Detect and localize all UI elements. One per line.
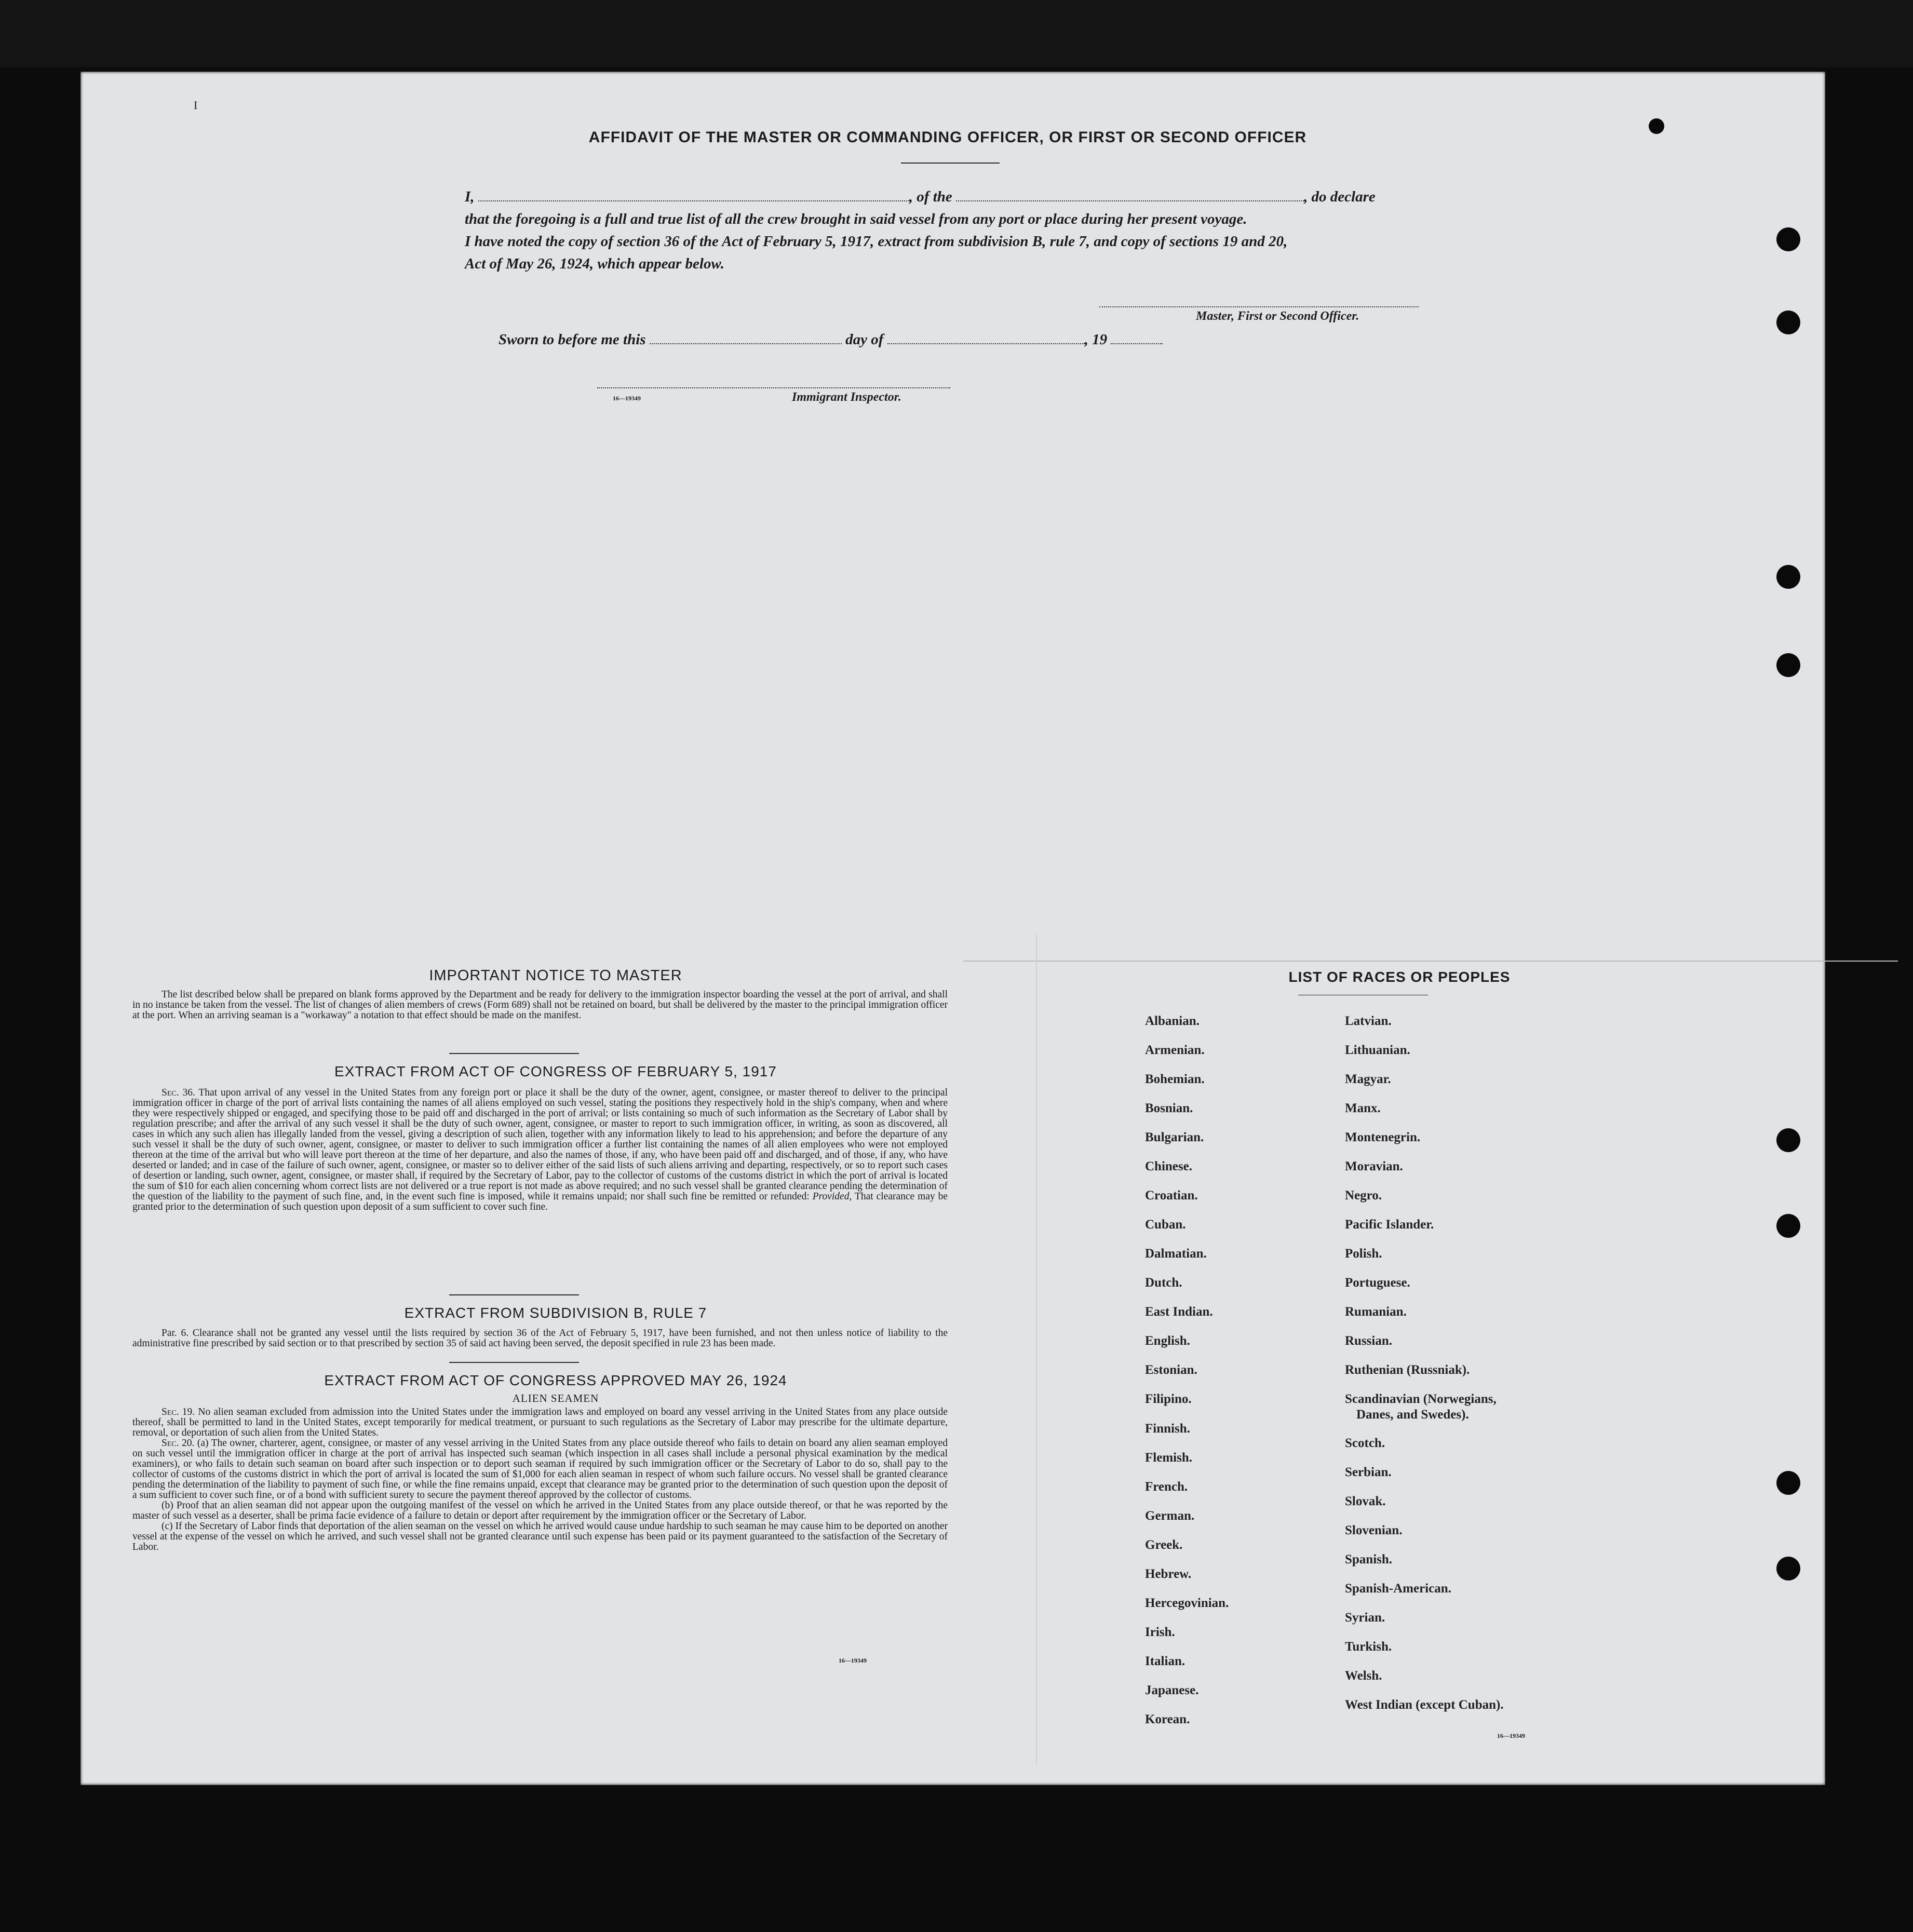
affidavit-line-3: I have noted the copy of section 36 of the Act of February 5, 1917, extract from subdivision B, rule 7, and copy of sections 19 and 20, xyxy=(465,233,1288,250)
race-item: Montenegrin. xyxy=(1345,1130,1421,1144)
race-item: Polish. xyxy=(1345,1247,1382,1261)
sworn-line xyxy=(499,331,1163,348)
race-item: Armenian. xyxy=(1145,1043,1205,1057)
race-item: Filipino. xyxy=(1145,1392,1192,1406)
sec-19-label: Sec. 19. xyxy=(161,1407,195,1417)
form-number: 16—19349 xyxy=(613,395,641,402)
affidavit-declare: , do declare xyxy=(1304,188,1376,205)
sec-20c-paragraph: (c) If the Secretary of Labor finds that deportation of the alien seaman on the vessel on which he arrived would cause undue hardship to such seaman he may cause him to be deported on another vessel at the expense of the vessel on which he arrived, and such vessel shall not be granted clearance until such expense has been paid or its payment guaranteed to the satisfaction of the Secretary of Labor. xyxy=(132,1521,948,1552)
rule-7-title: EXTRACT FROM SUBDIVISION B, RULE 7 xyxy=(404,1305,707,1321)
sec-36-body: That upon arrival of any vessel in the United States from any foreign port or place it shall be the duty of the owner, agent, consignee, or master thereof to deliver to the principal immigration officer in charge of the port of arrival lists containing the names of all aliens employed on such vessel, stating the positions they respectively hold in the ship's company, when and where they were respectively shipped or engaged, and specifying those to be paid off and discharged in the port of arrival; or lists containing so much of such information as the Secretary of Labor shall by regulation prescribe; and after the arrival of any such vessel it shall be the duty of such owner, agent, consignee, or master to report to such immigration officer, in writing, as soon as discovered, all cases in which any such alien has illegally landed from the vessel, giving a description of such alien, together with any information likely to lead to his apprehension; and before the departure of any such vessel it shall be the duty of such owner, agent, consignee, or master to deliver to such immigration officer a further list containing the names of all alien employees who were not employed thereon at the time of the arrival but who will leave port thereon at the time of her departure, and also the names of those, if any, who have been paid off and discharged, and of those, if any, who have deserted or landed; and in case of the failure of such owner, agent, consignee, or master so to deliver either of the said lists of such aliens arriving and departing, respectively, or so to report such cases of desertion or landing, such owner, agent, consignee, or master shall, if required by the Secretary of Labor, pay to the collector of customs of the customs district in which the port of arrival is located the sum of $10 for each alien concerning whom correct lists are not delivered or a true report is not made as above required; and no such vessel shall be granted clearance pending the determination of the question of the liability to the payment of such fine, and, in the event such fine is imposed, while it remains unpaid; nor shall such fine be remitted or refunded: xyxy=(132,1087,948,1202)
affidavit-of-the: , of the xyxy=(909,188,952,205)
sec-36-label: Sec. 36. xyxy=(161,1087,195,1098)
sworn-text: Sworn to before me this xyxy=(499,331,646,348)
rule-7-text: Par. 6. Clearance shall not be granted any vessel until the lists required by section 36 of the Act of February 5, 1917, have been furnished, and not then unless notice of liability to the administrative fine prescribed by said section or to that prescribed by section 35 of said act having been served, the deposit specified in rule 23 has been made. xyxy=(132,1328,948,1349)
race-item: Hercegovinian. xyxy=(1145,1596,1229,1610)
punch-hole xyxy=(1776,653,1800,677)
race-item: Welsh. xyxy=(1345,1669,1382,1683)
punch-hole xyxy=(1776,1128,1800,1152)
extract-1917-text xyxy=(132,1088,948,1212)
officer-signature-label: Master, First or Second Officer. xyxy=(1196,309,1359,323)
race-item: Syrian. xyxy=(1345,1611,1385,1625)
extract-1917-title: EXTRACT FROM ACT OF CONGRESS OF FEBRUARY 5, 1917 xyxy=(334,1063,777,1079)
affidavit-title: AFFIDAVIT OF THE MASTER OR COMMANDING OFFICER, OR FIRST OR SECOND OFFICER xyxy=(588,129,1307,146)
race-item: Turkish. xyxy=(1345,1640,1392,1654)
title-rule xyxy=(901,163,1000,164)
races-form-number: 16—19349 xyxy=(1497,1732,1525,1739)
race-item: Serbian. xyxy=(1345,1465,1392,1479)
race-item: Korean. xyxy=(1145,1712,1190,1726)
race-item: Magyar. xyxy=(1345,1072,1391,1086)
notice-title: IMPORTANT NOTICE TO MASTER xyxy=(429,967,682,984)
race-item: Flemish. xyxy=(1145,1451,1192,1465)
affidavit-line-4: Act of May 26, 1924, which appear below. xyxy=(465,255,724,272)
inspector-label: Immigrant Inspector. xyxy=(792,390,901,404)
provided-word: Provided, xyxy=(812,1191,852,1202)
race-item: Slovenian. xyxy=(1345,1523,1403,1537)
race-item: Scandinavian (Norwegians, xyxy=(1345,1392,1497,1406)
day-of-text: day of xyxy=(845,331,884,348)
sworn-day-blank[interactable] xyxy=(650,343,842,344)
race-item: Portuguese. xyxy=(1345,1276,1410,1290)
affidavit-i: I, xyxy=(465,188,475,205)
extract-1924-title: EXTRACT FROM ACT OF CONGRESS APPROVED MAY 26, 1924 xyxy=(324,1372,787,1388)
affidavit-line-1 xyxy=(465,188,1376,206)
race-item: Estonian. xyxy=(1145,1363,1197,1377)
race-item: Dalmatian. xyxy=(1145,1247,1207,1261)
race-item: Latvian. xyxy=(1345,1014,1392,1028)
punch-hole xyxy=(1649,118,1664,134)
punch-hole xyxy=(1776,1471,1800,1495)
race-item: Pacific Islander. xyxy=(1345,1218,1434,1232)
races-title: LIST OF RACES OR PEOPLES xyxy=(1288,969,1511,985)
race-item: Slovak. xyxy=(1345,1494,1386,1508)
race-item: Hebrew. xyxy=(1145,1567,1192,1581)
race-item: German. xyxy=(1145,1509,1195,1523)
name-blank[interactable] xyxy=(478,200,909,201)
sec-20-label: Sec. 20. xyxy=(161,1438,195,1449)
sworn-year-blank[interactable] xyxy=(1111,343,1163,344)
fold-line xyxy=(1036,934,1037,1764)
race-item: Bosnian. xyxy=(1145,1101,1193,1115)
race-item: Scotch. xyxy=(1345,1436,1385,1450)
race-item: Dutch. xyxy=(1145,1276,1182,1290)
sec-20a-paragraph xyxy=(132,1438,948,1501)
race-item: Rumanian. xyxy=(1345,1305,1407,1319)
race-item: Bulgarian. xyxy=(1145,1130,1204,1144)
affidavit-line-2: that the foregoing is a full and true list of all the crew brought in said vessel from any port or place during her present voyage. xyxy=(465,211,1247,227)
race-item: Ruthenian (Russniak). xyxy=(1345,1363,1470,1377)
race-item: Japanese. xyxy=(1145,1683,1199,1697)
race-item: English. xyxy=(1145,1334,1190,1348)
notice-text: The list described below shall be prepared on blank forms approved by the Department and be ready for delivery to the immigration inspector boarding the vessel at the port of arrival, and shall in no instance be taken from the vessel. The list of changes of alien members of crews (Form 689) shall not be retained on board, but shall be delivered by the master to the principal immigration officer at the port. When an arriving seaman is a "workaway" a notation to that effect should be made on the manifest. xyxy=(132,989,948,1021)
race-item: Finnish. xyxy=(1145,1422,1190,1436)
punch-hole xyxy=(1776,565,1800,589)
race-item: Irish. xyxy=(1145,1625,1175,1639)
punch-hole xyxy=(1776,227,1800,251)
race-item: Cuban. xyxy=(1145,1218,1186,1232)
sec-36-end: That clearance may be granted prior to the determination of such question upon deposit of a sum sufficient to cover such fine. xyxy=(132,1191,948,1212)
race-item: Chinese. xyxy=(1145,1159,1192,1173)
race-item: Spanish-American. xyxy=(1345,1582,1451,1596)
race-item: East Indian. xyxy=(1145,1305,1213,1319)
race-item: Albanian. xyxy=(1145,1014,1200,1028)
punch-hole xyxy=(1776,310,1800,334)
sec-20a-body: (a) The owner, charterer, agent, consignee, or master of any vessel arriving in the United States from any place outside thereof who fails to detain on board any alien seaman employed on such vessel until the immigration officer in charge at the port of arrival has inspected such seaman (which inspection in all cases shall include a personal physical examination by the medical examiners), or who fails to detain such seaman on board after such inspection or to deport such seaman if required by such immigration officer or the Secretary of Labor to do so, shall pay to the collector of customs of the customs district in which the port of arrival is located the sum of $1,000 for each alien seaman in respect of whom such failure occurs. No vessel shall be granted clearance pending the determination of the liability to payment of such fine, or while the fine remains unpaid, except that clearance may be granted prior to the determination of such question upon the deposit of a sum sufficient to cover such fine, or of a bond with sufficient surety to secure the payment thereof approved by the collector of customs. xyxy=(132,1438,948,1501)
race-item: Moravian. xyxy=(1345,1159,1403,1173)
margin-mark: I xyxy=(194,99,198,112)
race-item: West Indian (except Cuban). xyxy=(1345,1698,1504,1712)
race-item: Bohemian. xyxy=(1145,1072,1205,1086)
race-item: Negro. xyxy=(1345,1188,1382,1203)
extract-1924-text xyxy=(132,1407,948,1552)
year-text: , 19 xyxy=(1084,331,1108,348)
race-item: Lithuanian. xyxy=(1345,1043,1410,1057)
punch-hole xyxy=(1776,1214,1800,1238)
scanner-frame xyxy=(0,0,1913,67)
inspector-signature-line[interactable] xyxy=(597,387,950,388)
sec-19-body: No alien seaman excluded from admission into the United States under the immigration laws and employed on board any vessel arriving in the United States from any place outside thereof, shall be permitted to land in the United States, except temporarily for medical treatment, or pursuant to such regulations as the Secretary of Labor may prescribe for the ultimate departure, removal, or deportation of such alien from the United States. xyxy=(132,1407,948,1438)
sworn-month-blank[interactable] xyxy=(887,343,1085,344)
alien-seamen-subtitle: ALIEN SEAMEN xyxy=(512,1392,599,1404)
officer-signature-line[interactable] xyxy=(1099,306,1419,307)
race-item: Italian. xyxy=(1145,1654,1185,1668)
race-item: Danes, and Swedes). xyxy=(1356,1408,1469,1422)
section-rule xyxy=(449,1294,579,1295)
race-item: Manx. xyxy=(1345,1101,1381,1115)
sec-20b-paragraph: (b) Proof that an alien seaman did not appear upon the outgoing manifest of the vessel on which he arrived in the United States from any place outside thereof, or that he was reported by the master of such vessel as a deserter, shall be prima facie evidence of a failure to detain or deport after requirement by the immigration officer or the Secretary of Labor. xyxy=(132,1500,948,1521)
document-page xyxy=(80,72,1825,1785)
extract-form-number: 16—19349 xyxy=(839,1657,867,1664)
punch-hole xyxy=(1776,1557,1800,1580)
race-item: Spanish. xyxy=(1345,1552,1393,1566)
section-rule xyxy=(449,1053,579,1054)
race-item: Croatian. xyxy=(1145,1188,1198,1203)
race-item: Russian. xyxy=(1345,1334,1393,1348)
race-item: Greek. xyxy=(1145,1538,1183,1552)
fold-line xyxy=(963,961,1898,962)
section-rule xyxy=(449,1362,579,1363)
race-item: French. xyxy=(1145,1480,1188,1494)
vessel-blank[interactable] xyxy=(956,200,1304,201)
sec-19-paragraph xyxy=(132,1407,948,1438)
